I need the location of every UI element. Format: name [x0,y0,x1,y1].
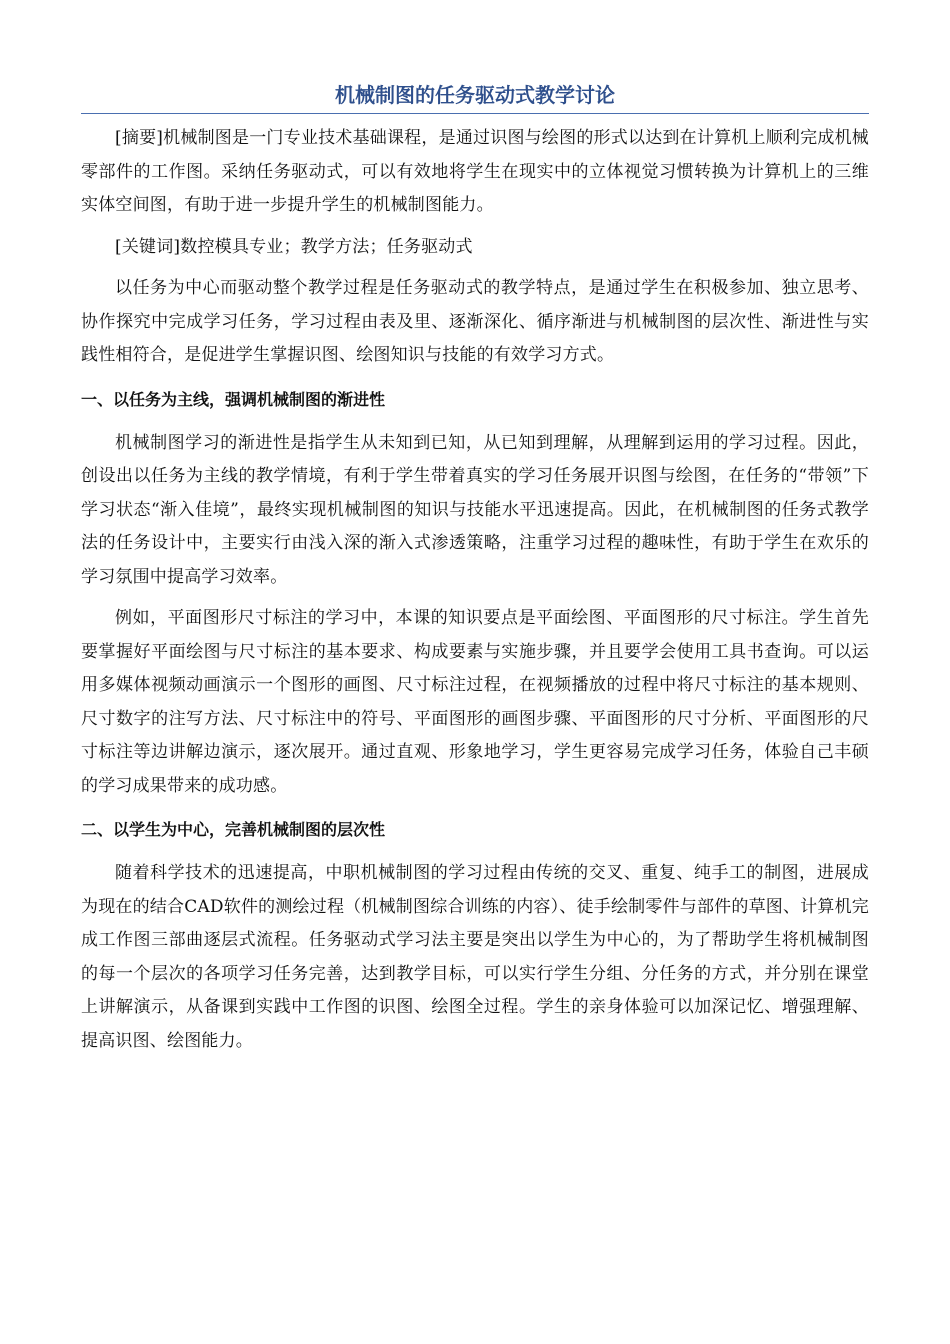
section-2-heading: 二、以学生为中心，完善机械制图的层次性 [81,820,386,839]
section-1-paragraph-2: 例如，平面图形尺寸标注的学习中，本课的知识要点是平面绘图、平面图形的尺寸标注。学生首先要掌握好平面绘图与尺寸标注的基本要求、构成要素与实施步骤，并且要学会使用工具书查询。可以运用多媒体视频动画演示一个图形的画图、尺寸标注过程，在视频播放的过程中将尺寸标注的基本规则、尺寸数字的注写方法、尺寸标注中的符号、平面图形的画图步骤、平面图形的尺寸分析、平面图形的尺寸标注等边讲解边演示，逐次展开。通过直观、形象地学习，学生更容易完成学习任务，体验自己丰硕的学习成果带来的成功感。 [81,608,869,796]
section-1-heading: 一、以任务为主线，强调机械制图的渐进性 [81,389,386,409]
spacer [81,264,869,272]
spacer [81,373,869,383]
keywords-paragraph: [关键词]数控模具专业；教学方法；任务驱动式 [115,236,473,257]
spacer [81,803,869,813]
spacer [81,223,869,231]
document-page [81,78,869,1058]
spacer [81,114,869,122]
document-title: 机械制图的任务驱动式教学讨论 [81,78,869,114]
spacer [81,847,869,857]
abstract-paragraph: [摘要]机械制图是一门专业技术基础课程，是通过识图与绘图的形式以达到在计算机上顺利完成机械零部件的工作图。采纳任务驱动式，可以有效地将学生在现实中的立体视觉习惯转换为计算机上的三维实体空间图，有助于进一步提升学生的机械制图能力。 [81,128,869,215]
spacer [81,417,869,427]
intro-paragraph: 以任务为中心而驱动整个教学过程是任务驱动式的教学特点，是通过学生在积极参加、独立思考、协作探究中完成学习任务，学习过程由表及里、逐渐深化、循序渐进与机械制图的层次性、渐进性与实践性相符合，是促进学生掌握识图、绘图知识与技能的有效学习方式。 [81,278,869,365]
spacer [81,594,869,602]
section-2-paragraph-1: 随着科学技术的迅速提高，中职机械制图的学习过程由传统的交叉、重复、纯手工的制图，进展成为现在的结合CAD软件的测绘过程（机械制图综合训练的内容）、徒手绘制零件与部件的草图、计算机完成工作图三部曲逐层式流程。任务驱动式学习法主要是突出以学生为中心的，为了帮助学生将机械制图的每一个层次的各项学习任务完善，达到教学目标，可以实行学生分组、分任务的方式，并分别在课堂上讲解演示，从备课到实践中工作图的识图、绘图全过程。学生的亲身体验可以加深记忆、增强理解、提高识图、绘图能力。 [81,863,869,1051]
section-1-paragraph-1: 机械制图学习的渐进性是指学生从未知到已知，从已知到理解，从理解到运用的学习过程。因此，创设出以任务为主线的教学情境，有利于学生带着真实的学习任务展开识图与绘图，在任务的“带领”下学习状态“渐入佳境”，最终实现机械制图的知识与技能水平迅速提高。因此，在机械制图的任务式教学法的任务设计中，主要实行由浅入深的渐入式渗透策略，注重学习过程的趣味性，有助于学生在欢乐的学习氛围中提高学习效率。 [81,432,869,587]
